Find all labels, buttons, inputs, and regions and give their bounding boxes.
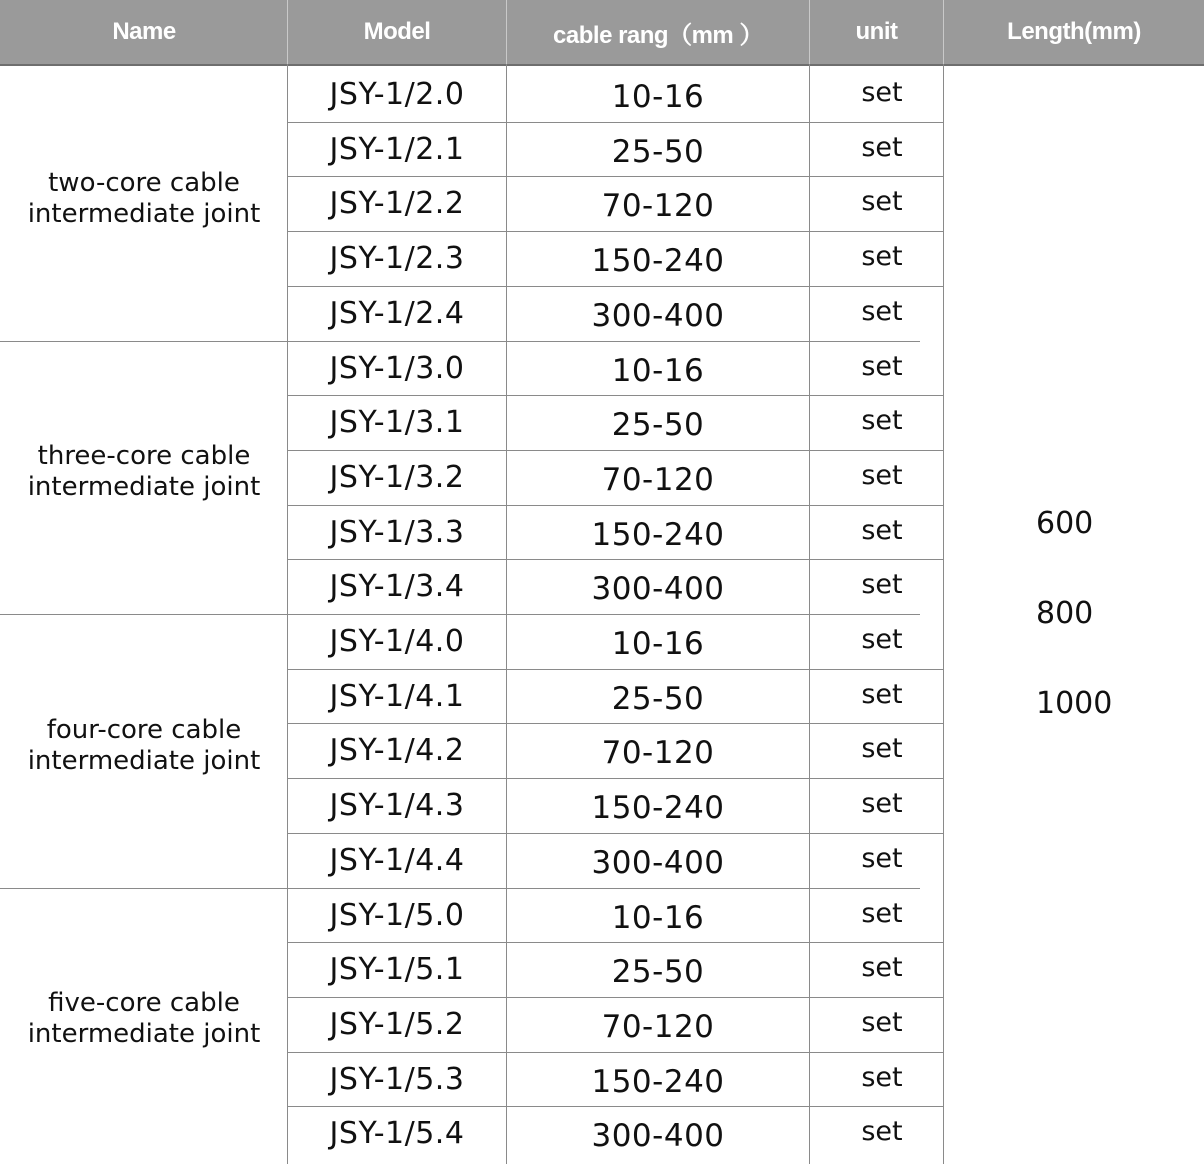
cable-range-cell: 25-50 — [611, 133, 705, 170]
unit-cell: set — [861, 186, 903, 217]
model-cell: JSY-1/2.4 — [329, 296, 465, 331]
unit-cell: set — [861, 1062, 903, 1093]
model-cell: JSY-1/5.4 — [329, 1116, 465, 1151]
unit-cell: set — [861, 898, 903, 929]
group-name-line: intermediate joint — [27, 745, 261, 776]
unit-cell: set — [861, 77, 903, 108]
group-name-line: intermediate joint — [27, 472, 261, 503]
model-cell: JSY-1/3.4 — [329, 569, 465, 604]
cable-range-cell: 150-240 — [591, 789, 725, 826]
unit-cell: set — [861, 733, 903, 764]
unit-cell: set — [861, 515, 903, 546]
group-name-line: four-core cable — [46, 714, 242, 745]
cable-range-cell: 150-240 — [591, 1063, 725, 1100]
model-cell: JSY-1/4.3 — [329, 788, 465, 823]
cable-range-cell: 150-240 — [591, 242, 725, 279]
length-value: 1000 — [1036, 686, 1113, 721]
model-cell: JSY-1/3.3 — [329, 515, 465, 550]
group-name-line: two-core cable — [48, 167, 240, 198]
cable-range-cell: 10-16 — [611, 352, 705, 389]
unit-cell: set — [861, 132, 903, 163]
header-model: Model — [363, 18, 431, 45]
unit-cell: set — [861, 296, 903, 327]
cable-range-cell: 70-120 — [601, 734, 715, 771]
unit-cell: set — [861, 405, 903, 436]
cable-range-cell: 10-16 — [611, 78, 705, 115]
model-cell: JSY-1/2.3 — [329, 241, 465, 276]
cable-range-cell: 150-240 — [591, 516, 725, 553]
unit-cell: set — [861, 460, 903, 491]
header-cable-range: cable rang（mm ） — [553, 21, 763, 49]
unit-cell: set — [861, 569, 903, 600]
group-name — [0, 336, 288, 610]
cable-range-cell: 10-16 — [611, 625, 705, 662]
header-unit: unit — [855, 18, 898, 45]
cable-range-cell: 25-50 — [611, 406, 705, 443]
header-length: Length(mm) — [1007, 18, 1141, 45]
model-cell: JSY-1/2.2 — [329, 186, 465, 221]
cable-range-cell: 70-120 — [601, 1008, 715, 1045]
group-name — [0, 62, 288, 336]
length-value: 600 — [1036, 506, 1094, 541]
group-name-line: five-core cable — [48, 988, 240, 1019]
cable-range-cell: 25-50 — [611, 953, 705, 990]
model-cell: JSY-1/2.1 — [329, 132, 465, 167]
cable-range-cell: 70-120 — [601, 461, 715, 498]
unit-cell: set — [861, 351, 903, 382]
unit-cell: set — [861, 624, 903, 655]
unit-cell: set — [861, 788, 903, 819]
model-cell: JSY-1/3.1 — [329, 405, 465, 440]
model-cell: JSY-1/3.0 — [329, 351, 465, 386]
model-cell: JSY-1/5.1 — [329, 952, 465, 987]
model-cell: JSY-1/4.4 — [329, 843, 465, 878]
cable-range-cell: 300-400 — [591, 570, 725, 607]
model-cell: JSY-1/5.2 — [329, 1007, 465, 1042]
length-value: 800 — [1036, 596, 1094, 631]
group-name-line: intermediate joint — [27, 1019, 261, 1050]
unit-cell: set — [861, 679, 903, 710]
model-cell: JSY-1/5.3 — [329, 1062, 465, 1097]
unit-cell: set — [861, 952, 903, 983]
model-cell: JSY-1/2.0 — [329, 77, 465, 112]
unit-cell: set — [861, 241, 903, 272]
group-name-line: three-core cable — [37, 441, 251, 472]
model-cell: JSY-1/4.1 — [329, 679, 465, 714]
cable-range-cell: 10-16 — [611, 899, 705, 936]
group-name-line: intermediate joint — [27, 198, 261, 229]
cable-range-cell: 70-120 — [601, 187, 715, 224]
table-header — [0, 0, 1204, 66]
group-name — [0, 883, 288, 1157]
unit-cell: set — [861, 1116, 903, 1147]
model-cell: JSY-1/4.0 — [329, 624, 465, 659]
cable-range-cell: 300-400 — [591, 1117, 725, 1154]
model-cell: JSY-1/4.2 — [329, 733, 465, 768]
cable-range-cell: 300-400 — [591, 297, 725, 334]
unit-cell: set — [861, 1007, 903, 1038]
model-cell: JSY-1/5.0 — [329, 898, 465, 933]
group-name — [0, 609, 288, 883]
model-cell: JSY-1/3.2 — [329, 460, 465, 495]
cable-range-cell: 300-400 — [591, 844, 725, 881]
unit-cell: set — [861, 843, 903, 874]
header-name: Name — [112, 18, 176, 45]
cable-range-cell: 25-50 — [611, 680, 705, 717]
